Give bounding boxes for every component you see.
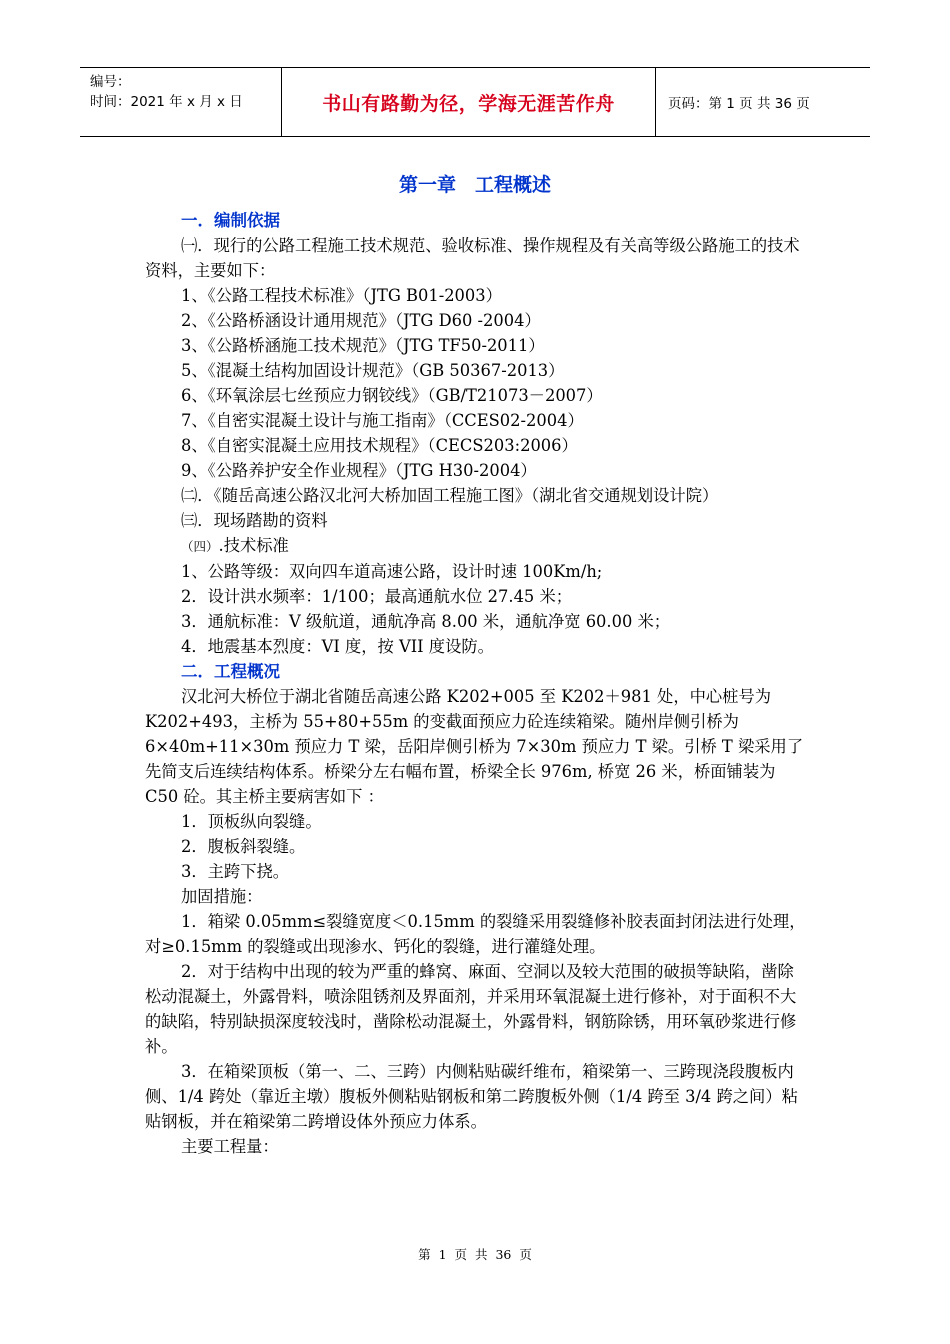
defect-item: 3．主跨下挠。 (181, 862, 290, 881)
measures-title: 加固措施： (181, 887, 263, 906)
measure-item: 3．在箱梁顶板（第一、二、三跨）内侧粘贴碳纤维布，箱梁第一、三跨现浇段腹板内侧、1/4 跨处（靠近主墩）腹板外侧粘贴钢板和第二跨腹板外侧（1/4 跨至 3/4 跨之间）粘贴钢板，并在箱梁第二跨增设体外预应力体系。 (145, 1062, 798, 1131)
section-title: 一．编制依据 (181, 211, 280, 230)
paragraph: 汉北河大桥位于湖北省随岳高速公路 K202+005 至 K202＋981 处，中心桩号为 K202+493，主桥为 55+80+55m 的变截面预应力砼连续箱梁。随州岸侧引桥为 6×40m+11×30m 预应力 T 梁，岳阳岸侧引桥为 7×30m 预应力 T 梁。引桥 T 梁采用了先简支后连续结构体系。桥梁分左右幅布置，桥梁全长 976m, 桥宽 26 米，桥面铺装为 C50 砼。其主桥主要病害如下 ： (145, 687, 804, 806)
paragraph: ㈡．《随岳高速公路汉北河大桥加固工程施工图》（湖北省交通规划设计院） (181, 486, 719, 505)
document-body (145, 208, 807, 1159)
standard-item: 9、《公路养护安全作业规程》（JTG H30-2004） (181, 461, 537, 480)
standard-item: 6、《环氧涂层七丝预应力钢铰线》（GB/T21073－2007） (181, 386, 603, 405)
number-label: 编号： (90, 74, 131, 90)
standard-item: 5、《混凝土结构加固设计规范》（GB 50367-2013） (181, 361, 565, 380)
defect-item: 2．腹板斜裂缝。 (181, 837, 306, 856)
paragraph: ㈢．现场踏勘的资料 (181, 511, 328, 530)
standard-item: 8、《自密实混凝土应用技术规程》（CECS203:2006） (181, 436, 578, 455)
standard-item: 3、《公路桥涵施工技术规范》（JTG TF50-2011） (181, 336, 545, 355)
header-motto: 书山有路勤为径，学海无涯苦作舟 (282, 68, 656, 136)
section-title: 二．工程概况 (181, 662, 280, 681)
header-page-label: 页码：第 1 页 共 36 页 (668, 96, 810, 112)
standard-item: 2、《公路桥涵设计通用规范》（JTG D60 -2004） (181, 311, 541, 330)
subsection-number: （四） (181, 539, 219, 554)
tech-item: 4．地震基本烈度：VI 度，按 VII 度设防。 (181, 637, 494, 656)
defect-item: 1．顶板纵向裂缝。 (181, 812, 322, 831)
quantities-title: 主要工程量： (181, 1137, 279, 1156)
measure-item: 2．对于结构中出现的较为严重的蜂窝、麻面、空洞以及较大范围的破损等缺陷，凿除松动混凝土，外露骨料，喷涂阻锈剂及界面剂，并采用环氧混凝土进行修补，对于面积不大的缺陷，特别缺损深度较浅时，凿除松动混凝土，外露骨料，钢筋除锈，用环氧砂浆进行修补。 (145, 962, 797, 1056)
paragraph: ㈠．现行的公路工程施工技术规范、验收标准、操作规程及有关高等级公路施工的技术资料，主要如下： (145, 236, 800, 280)
page-footer: 第 1 页 共 36 页 (418, 1247, 532, 1262)
subsection-title (145, 533, 807, 559)
standard-item: 7、《自密实混凝土设计与施工指南》（CCES02-2004） (181, 411, 584, 430)
header-table (80, 67, 870, 137)
subsection-text: .技术标准 (218, 536, 289, 555)
tech-item: 3．通航标准：V 级航道，通航净高 8.00 米，通航净宽 60.00 米； (181, 612, 671, 631)
chapter-title: 第一章 工程概述 (398, 174, 551, 196)
header-info (80, 68, 282, 136)
date-label: 时间：2021 年 x 月 x 日 (90, 94, 243, 110)
tech-item: 2．设计洪水频率：1/100；最高通航水位 27.45 米； (181, 587, 573, 606)
tech-item: 1、公路等级：双向四车道高速公路，设计时速 100Km/h; (181, 562, 603, 581)
standard-item: 1、《公路工程技术标准》（JTG B01-2003） (181, 286, 502, 305)
measure-item: 1．箱梁 0.05mm≤裂缝宽度＜0.15mm 的裂缝采用裂缝修补胶表面封闭法进行处理，对≥0.15mm 的裂缝或出现渗水、钙化的裂缝，进行灌缝处理。 (145, 912, 806, 956)
